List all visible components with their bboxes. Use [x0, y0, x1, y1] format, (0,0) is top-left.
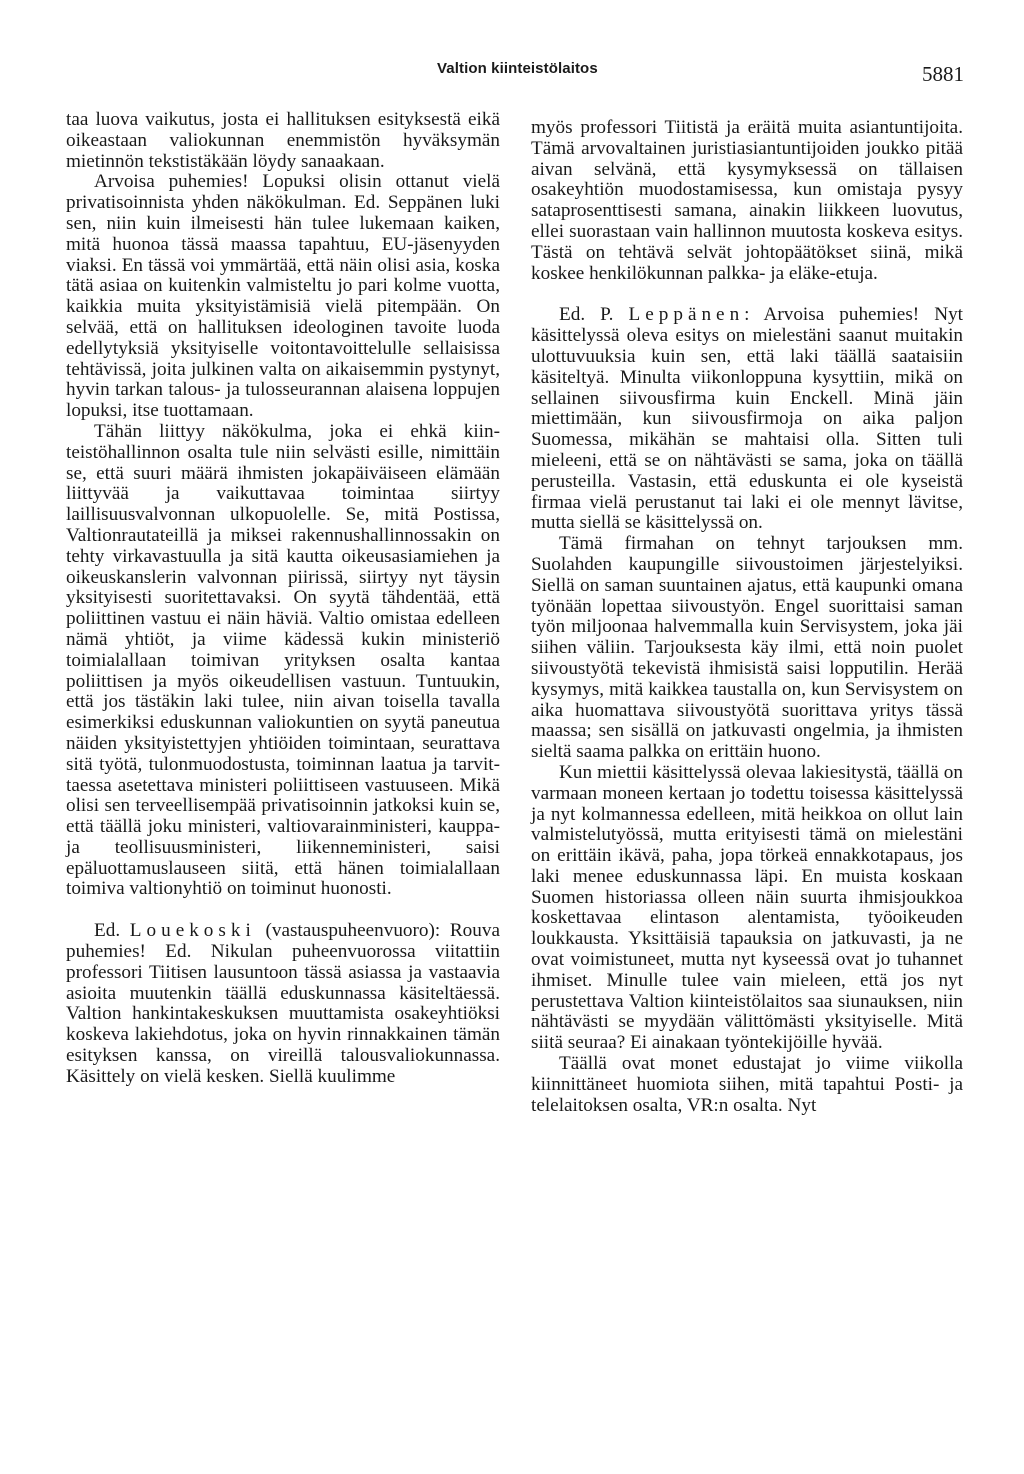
paragraph: Täällä ovat monet edustajat jo viime viikolla kiinnittäneet huomiota siihen, mitä tapahtui Posti- ja telelaitoksen osalta, VR:n osalta. Nyt [531, 1053, 963, 1116]
right-column [531, 118, 963, 1116]
speech-text: (vastauspuheenvuoro): Rouva puhemies! Ed. Nikulan puheenvuorossa viitattiin professori Tiitisen lausuntoon tässä asiassa ja vastaavia asioita muutenkin täällä eduskunnassa käsiteltäessä. Valtion hankintakeskuksen muuttamista osakeyhtiöksi koskeva lakiehdotus, joka on hyvin rinnakkainen tämän esityksen kanssa, on vireillä talousvaliokunnassa. Käsittely on vielä kesken. Siellä kuulimme [66, 920, 500, 1087]
running-header [0, 60, 1024, 88]
speech-text: : Arvoisa puhemies! Nyt käsittelyssä oleva esitys on mielestäni saanut muitakin ulottuvuuksia kuin sen, että laki täällä saataisiin käsiteltyä. Minulta viikonloppuna kysyttiin, mikä on sellainen siivousfirma kuin Enckell. Minä jäin miettimään, kun siivousfirmoja on aika paljon Suomessa, mikähän se mahtaisi olla. Sitten tuli mieleeni, että se on nähtävästi se sama, joka on täällä perusteilla. Vastasin, että eduskunta ei ole kyseistä firmaa vielä perustanut tai laki ei ole mennyt lävitse, mutta siellä se käsittelyssä on. [531, 304, 963, 534]
paragraph: Kun miettii käsittelyssä olevaa lakiesitystä, täällä on varmaan moneen kertaan jo todettu toisessa käsittelyssä ja nyt kolmannessa edelleen, mitä heikkoa on ollut lain valmistelutyössä, mutta erityisesti tämä on mielestäni on erittäin ikävä, paha, jopa törkeä ennakkotapaus, jos laki menee eduskunnassa läpi. En muista koskaan Suomen historiassa olleen näin suurta ihmisjoukkoa koskettavaa elintason alentamista, työoikeuden loukkausta. Yksittäisiä tapauksia on jatkuvasti, ja ne ovat voimistuneet, mutta nyt kyseessä ovat jo tuhannet ihmiset. Minulle tulee vain mieleen, että jos nyt perustettava Valtion kiinteistölaitos saa siunauksen, niin nähtävästi se myydään välittömästi yksityiselle. Mitä siitä seuraa? Ei ainakaan työntekijöille hyvää. [531, 761, 963, 1054]
paragraph: taa luova vaikutus, josta ei hallituksen esityksestä eikä oikeastaan valiokunnan enemmistön hyväksymän mietinnön tekstistäkään löydy sanaakaan. [66, 109, 500, 172]
speaker-prefix: Ed. P. [559, 304, 629, 326]
paragraph: myös professori Tiitistä ja eräitä muita asiantuntijoita. Tämä arvovaltainen juristiasiantuntijoiden joukko pitää aivan selvänä, että kysymyksessä on tällaisen osakeyhtiön muodostamisessa, kun omistaja pysyy sataprosenttisesti samana, ainakin liikkeen luovutus, ellei suorastaan vain hallinnon muutosta koskeva esitys. Tästä on tehtävä selvät johtopäätökset siinä, mikä koskee henkilökunnan palkka- ja eläke-etuja. [531, 117, 963, 284]
speaker-name: Louekoski [129, 920, 256, 942]
paragraph: Arvoisa puhemies! Lopuksi olisin ottanut vielä privatisoinnista yhden näkökulman. Ed. Seppänen luki sen, niin kuin ilmeisesti hän tulee lukemaan kaiken, mitä huonoa tässä maassa tapahtuu, EU-jäsenyyden viaksi. En tässä voi ymmärtää, että näin olisi asia, koska tätä asiaa on kuitenkin valmisteltu jo pari kolme vuotta, kaikkia muita yksityistämisiä vielä pitempään. On selvää, että on hallituksen ideologinen tavoite luoda edellytyksiä yksityiselle voitontavoittelulle sellaisissa tehtävissä, joita julkinen valta on aikaisemmin pystynyt, hyvin tarkan talous- ja tulosseurannan alaisena loppujen lopuksi, itse tuottamaan. [66, 171, 500, 422]
paragraph: Tämä firmahan on tehnyt tarjouksen mm. Suolahden kaupungille siivoustoimen järjestelyiksi. Siellä on saman suuntainen ajatus, että kaupunki omana työnään lopettaa siivoustyön. Engel suorittaisi saman työn miljoonaa halvemmalla kuin Servisystem, joka jäi siihen väliin. Tarjouksesta käy ilmi, että noin puolet siivoustyötä tekevistä ihmisistä saisi lopputilin. Herää kysymys, mitä kaikkea taustalla on, kun Servisystem on aika huomattava siivoustyötä suorittava yritys tässä maassa; sen sisällä on jatkuvasti ongelmia, ja ihmisten sieltä saama palkka on erittäin huono. [531, 533, 963, 763]
page-number: 5881 [922, 62, 964, 86]
running-title: Valtion kiinteistölaitos [437, 60, 598, 77]
speech-entry [66, 921, 500, 1087]
speech-entry [531, 305, 963, 534]
speaker-name: Leppänen [628, 304, 745, 326]
left-column [66, 110, 500, 1088]
speaker-prefix: Ed. [94, 920, 130, 942]
paragraph: Tähän liittyy näkökulma, joka ei ehkä kiinteistöhallinnon osalta tule niin selvästi esille, nimittäin se, että suuri määrä ihmisten jokapäiväiseen elämään liittyvää ja vaikuttavaa toimintaa siirtyy laillisuusvalvonnan ulkopuolelle. Se, mitä Postissa, Valtionrautateillä ja miksei rakennushallinnossakin on tehty virkavastuulla ja sitä kautta oikeusasiamiehen ja oikeuskanslerin valvonnan piirissä, siirtyy nyt täysin yksityisesti suoritettavaksi. On syytä tähdentää, että poliittinen vastuu ei näin häviä. Valtio omistaa edelleen nämä yhtiöt, ja viime kädessä kukin ministeriö toimialallaan toimivan yrityksen osalta kantaa poliittisen ja myös oikeudellisen vastuun. Tuntuukin, että jos tästäkin laki tulee, niin aivan toisella tavalla esimerkiksi eduskunnan valiokuntien on syytä paneutua näiden yksityistettyjen yhtiöiden toimintaan, seurattava sitä työtä, tulonmuodostusta, toiminnan laatua ja tarvittaessa asetettava ministeri poliittiseen vastuuseen. Mikä olisi sen terveellisempää privatisoinnin jatkoksi kuin se, että täällä joku ministeri, valtiovarainministeri, kauppa- ja teollisuusministeri, liikenneministeri, saisi epäluottamuslauseen siitä, että hänen toimialallaan toimiva valtionyhtiö on toiminut huonosti. [66, 420, 500, 900]
